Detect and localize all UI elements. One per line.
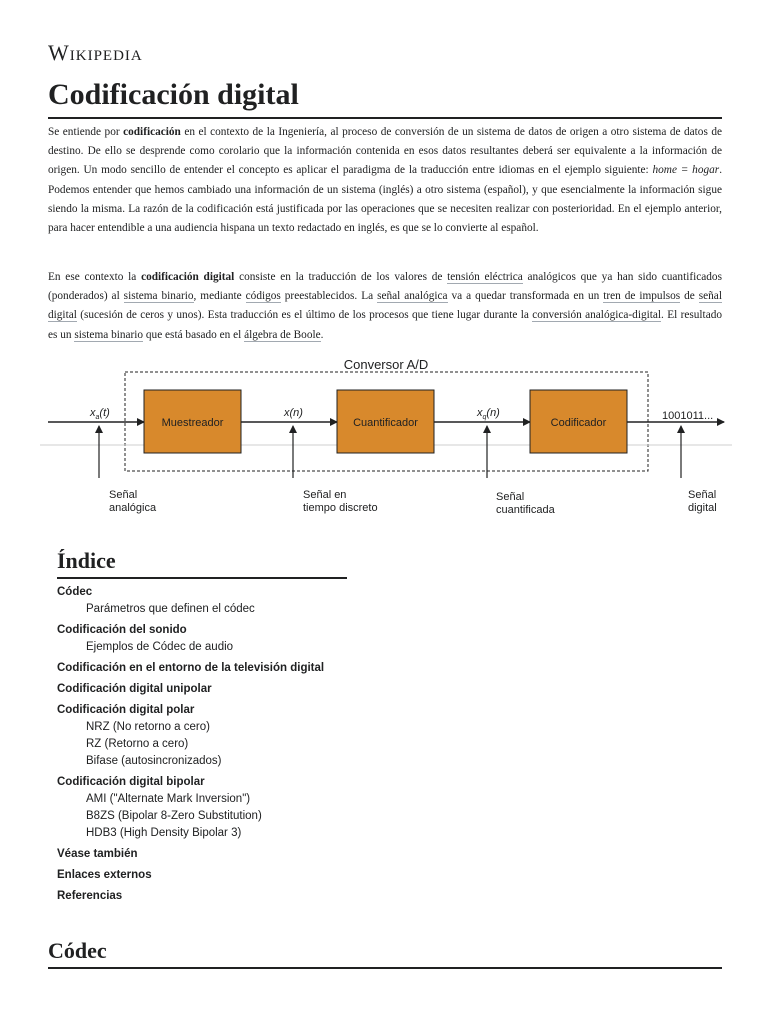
link-tren-de-impulsos[interactable]: tren de impulsos [603,290,681,303]
wikipedia-logo[interactable]: Wikipedia [48,40,143,65]
toc-item-enlaces-externos[interactable]: Enlaces externos [57,869,152,881]
toc-item-codificacion-sonido[interactable]: Codificación del sonido [57,624,187,636]
block-muestreador-label: Muestreador [161,417,224,429]
signal-xn-label: x(n) [284,407,303,419]
link-sistema-binario-2[interactable]: sistema binario [74,328,144,341]
toc-subitem-rz[interactable]: RZ (Retorno a cero) [86,738,189,750]
link-sistema-binario[interactable]: sistema binario [123,290,194,303]
block-cuantificador-label: Cuantificador [353,417,418,429]
link-senal-digital[interactable]: señal digital [48,290,722,322]
signal-output-bits: 1001011... [662,410,714,422]
block-codificador [530,390,627,453]
toc-item-unipolar[interactable]: Codificación digital unipolar [57,683,212,695]
block-cuantificador [337,390,434,453]
toc-subitem-ejemplos-codec-audio[interactable]: Ejemplos de Códec de audio [86,641,234,653]
label-senal-analogica: Señal analógica [109,489,157,514]
label-senal-tiempo-discreto: Señal en tiempo discreto [303,489,378,514]
table-of-contents [57,584,477,905]
signal-xa-label: $x_a(t)$ [90,407,110,421]
toc-item-vease-tambien[interactable]: Véase también [57,848,138,860]
title-underline [48,117,722,119]
toc-item-bipolar[interactable]: Codificación digital bipolar [57,776,205,788]
toc-title: Índice [57,548,116,573]
signal-xq-label: $x_q(n)$ [477,407,500,421]
link-algebra-de-boole[interactable]: álgebra de Boole [244,328,321,341]
intro-paragraph-1: Se entiende por codificación en el contexto de la Ingeniería, al proceso de conversión de un sistema de datos de origen a otro sistema de datos de destino. De ello se desprende como corolario que la información contenida en esos datos resultantes deberá ser equivalente a la información de origen. Un modo sencillo de entender el concepto es aplicar el paradigma de la traducción entre idiomas en el ejemplo siguiente: home = hogar. Podemos entender que hemos cambiado una información de un sistema (inglés) a otro sistema (español), y que esencialmente la información sigue siendo la misma. La razón de la codificación está justificada por las operaciones que se necesiten realizar con posterioridad. En el ejemplo anterior, para hacer entendible a una audiencia hispana un texto redactado en inglés, es que se lo convierte al español. [48,126,723,235]
toc-subitem-parametros[interactable]: Parámetros que definen el códec [86,603,255,615]
toc-subitem-bifase[interactable]: Bifase (autosincronizados) [86,755,222,767]
toc-title-underline [57,577,347,579]
toc-subitem-nrz[interactable]: NRZ (No retorno a cero) [86,721,210,733]
ad-converter-diagram [40,352,735,524]
block-muestreador [144,390,241,453]
example-home-hogar: home = hogar [652,164,720,177]
toc-subitem-b8zs[interactable]: B8ZS (Bipolar 8-Zero Substitution) [86,810,262,822]
toc-subitem-ami[interactable]: AMI ("Alternate Mark Inversion") [86,793,251,805]
section-title-underline [48,967,722,969]
link-tension-electrica[interactable]: tensión eléctrica [447,271,523,283]
page-title: Codificación digital [48,78,299,111]
toc-item-television-digital[interactable]: Codificación en el entorno de la televisión digital [57,662,325,674]
toc-subitem-hdb3[interactable]: HDB3 (High Density Bipolar 3) [86,827,242,839]
term-codificacion-digital: codificación digital [141,271,235,283]
section-title-codec: Códec [48,938,107,963]
diagram-title: Conversor A/D [343,357,429,372]
toc-item-referencias[interactable]: Referencias [57,890,123,902]
label-senal-digital: Señal digital [688,489,717,514]
link-conversion-analogica-digital[interactable]: conversión analógica-digital [532,309,662,322]
toc-item-codec[interactable]: Códec [57,586,93,598]
link-codigos[interactable]: códigos [245,290,281,303]
block-codificador-label: Codificador [550,417,607,429]
intro-paragraph-2: En ese contexto la codificación digital consiste en la traducción de los valores de tensión eléctrica analógicos que ya han sido cuantificados (ponderados) al sistema binario, mediante códigos preestablecidos. La señal analógica va a quedar transformada en un tren de impulsos de señal digital (sucesión de ceros y unos). Esta traducción es el último de los procesos que tiene lugar durante la conversión analógica-digital. El resultado es un sistema binario que está basado en el álgebra de Boole. [48,271,723,341]
label-senal-cuantificada: Señal cuantificada [496,491,555,516]
toc-item-polar[interactable]: Codificación digital polar [57,704,195,716]
term-codificacion: codificación [123,126,181,138]
link-senal-analogica[interactable]: señal analógica [377,290,448,303]
